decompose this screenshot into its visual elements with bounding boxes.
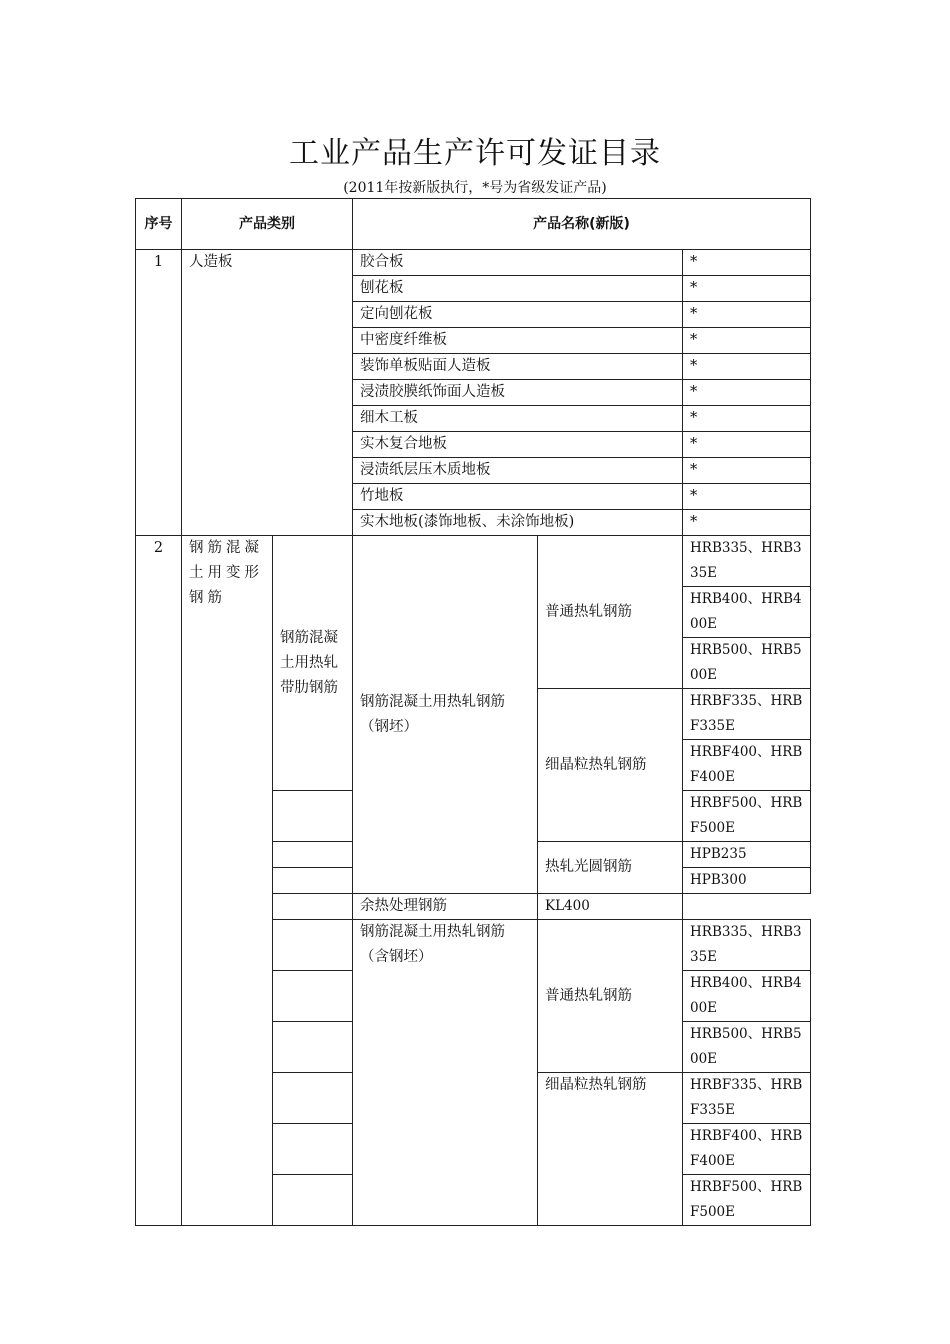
page-subtitle: (2011年按新版执行，*号为省级发证产品) xyxy=(343,180,607,196)
empty-cell xyxy=(273,920,353,971)
empty-cell xyxy=(273,1175,353,1226)
grade-cell: HRB500、HRB500E xyxy=(683,638,811,689)
product-name: 浸渍纸层压木质地板 xyxy=(353,458,683,484)
empty-cell xyxy=(273,1022,353,1073)
table-row xyxy=(136,536,811,587)
category-cell: 人造板 xyxy=(182,250,353,536)
product-name: 装饰单板贴面人造板 xyxy=(353,354,683,380)
product-name: 胶合板 xyxy=(353,250,683,276)
product-cell: 钢筋混凝土用热轧钢筋（含钢坯） xyxy=(353,920,538,1226)
grade-cell: KL400 xyxy=(538,894,683,920)
grade-cell: HPB235 xyxy=(683,842,811,868)
province-mark: * xyxy=(683,302,811,328)
seq-cell: 1 xyxy=(136,250,182,536)
subcategory-cell: 钢筋混凝土用热轧带肋钢筋 xyxy=(273,536,353,791)
grade-cell: HRBF335、HRBF335E xyxy=(683,1073,811,1124)
empty-cell xyxy=(273,791,353,842)
grade-cell: HPB300 xyxy=(683,868,811,894)
table-row xyxy=(136,250,811,276)
seq-cell: 2 xyxy=(136,536,182,1226)
product-name: 中密度纤维板 xyxy=(353,328,683,354)
grade-cell: HRBF400、HRBF400E xyxy=(683,740,811,791)
province-mark: * xyxy=(683,458,811,484)
product-name: 定向刨花板 xyxy=(353,302,683,328)
grade-cell: HRB335、HRB335E xyxy=(683,920,811,971)
empty-cell xyxy=(273,894,353,920)
header-category: 产品类别 xyxy=(182,199,353,250)
product-name: 细木工板 xyxy=(353,406,683,432)
grade-cell: HRB400、HRB400E xyxy=(683,971,811,1022)
province-mark: * xyxy=(683,406,811,432)
province-mark: * xyxy=(683,432,811,458)
empty-cell xyxy=(273,971,353,1022)
province-mark: * xyxy=(683,354,811,380)
type-cell: 细晶粒热轧钢筋 xyxy=(538,689,683,842)
province-mark: * xyxy=(683,510,811,536)
province-mark: * xyxy=(683,276,811,302)
province-mark: * xyxy=(683,484,811,510)
type-cell: 细晶粒热轧钢筋 xyxy=(538,1073,683,1226)
catalog-table xyxy=(135,198,811,1226)
type-cell: 热轧光圆钢筋 xyxy=(538,842,683,894)
product-name: 实木地板(漆饰地板、未涂饰地板) xyxy=(353,510,683,536)
province-mark: * xyxy=(683,380,811,406)
province-mark: * xyxy=(683,328,811,354)
product-name: 浸渍胶膜纸饰面人造板 xyxy=(353,380,683,406)
product-cell: 钢筋混凝土用热轧钢筋（钢坯） xyxy=(353,536,538,894)
product-name: 实木复合地板 xyxy=(353,432,683,458)
empty-cell xyxy=(273,1124,353,1175)
province-mark: * xyxy=(683,250,811,276)
table-header-row xyxy=(136,199,811,250)
grade-cell: HRBF500、HRBF500E xyxy=(683,1175,811,1226)
type-cell: 余热处理钢筋 xyxy=(353,894,538,920)
grade-cell: HRBF400、HRBF400E xyxy=(683,1124,811,1175)
type-cell: 普通热轧钢筋 xyxy=(538,536,683,689)
type-cell: 普通热轧钢筋 xyxy=(538,920,683,1073)
grade-cell: HRBF500、HRBF500E xyxy=(683,791,811,842)
product-name: 刨花板 xyxy=(353,276,683,302)
empty-cell xyxy=(273,842,353,868)
header-seq: 序号 xyxy=(136,199,182,250)
category-cell: 钢筋混凝土用变形钢筋 xyxy=(182,536,273,1226)
grade-cell: HRB500、HRB500E xyxy=(683,1022,811,1073)
empty-cell xyxy=(273,868,353,894)
empty-cell xyxy=(273,1073,353,1124)
header-product-name: 产品名称(新版) xyxy=(353,199,811,250)
product-name: 竹地板 xyxy=(353,484,683,510)
grade-cell: HRB400、HRB400E xyxy=(683,587,811,638)
page-title: 工业产品生产许可发证目录 xyxy=(289,136,661,171)
grade-cell: HRBF335、HRBF335E xyxy=(683,689,811,740)
grade-cell: HRB335、HRB335E xyxy=(683,536,811,587)
